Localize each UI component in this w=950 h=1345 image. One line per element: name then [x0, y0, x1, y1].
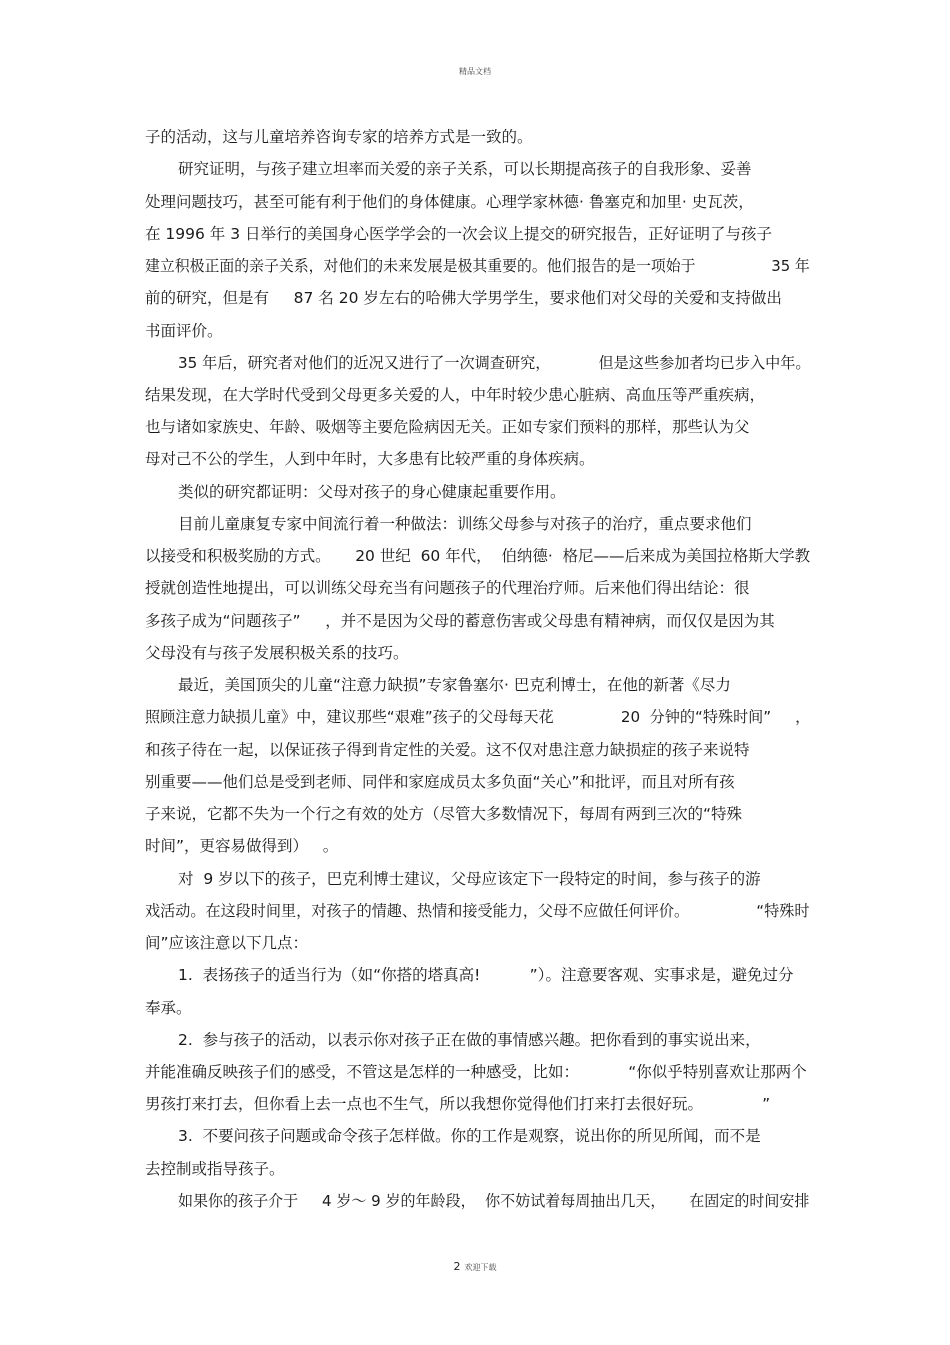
- text-line: 以接受和积极奖励的方式。 20 世纪 60 年代， 伯纳德· 格尼——后来成为美国拉格斯大学教: [145, 547, 811, 565]
- text-line: 最近，美国顶尖的儿童“注意力缺损”专家鲁塞尔· 巴克利博士，在他的新著《尽力: [178, 676, 731, 694]
- text-line: 授就创造性地提出，可以训练父母充当有问题孩子的代理治疗师。后来他们得出结论：很: [145, 579, 750, 597]
- page-header: [0, 66, 950, 77]
- text-line: 和孩子待在一起，以保证孩子得到肯定性的关爱。这不仅对患注意力缺损症的孩子来说特: [145, 741, 750, 759]
- page-footer: [0, 1260, 950, 1273]
- page-number: 2: [453, 1260, 461, 1273]
- text-line: 别重要——他们总是受到老师、同伴和家庭成员太多负面“关心”和批评，而且对所有孩: [145, 773, 735, 791]
- text-line: 男孩打来打去，但你看上去一点也不生气，所以我想你觉得他们打来打去很好玩。 ”: [145, 1095, 771, 1113]
- text-line: 戏活动。在这段时间里，对孩子的情趣、热情和接受能力，父母不应做任何评价。 “特殊时: [145, 902, 810, 920]
- text-line: 类似的研究都证明：父母对孩子的身心健康起重要作用。: [178, 483, 566, 501]
- text-line: 父母没有与孩子发展积极关系的技巧。: [145, 644, 409, 662]
- text-line: 建立积极正面的亲子关系，对他们的未来发展是极其重要的。他们报告的是一项始于 35 年: [145, 257, 810, 275]
- text-line: 前的研究，但是有 87 名 20 岁左右的哈佛大学男学生，要求他们对父母的关爱和支持做出: [145, 289, 782, 307]
- text-line: 处理问题技巧，甚至可能有利于他们的身体健康。心理学家林德· 鲁塞克和加里· 史瓦茨，: [145, 193, 754, 211]
- text-line: 2. 参与孩子的活动，以表示你对孩子正在做的事情感兴趣。把你看到的事实说出来，: [178, 1031, 761, 1049]
- text-line: 对 9 岁以下的孩子，巴克利博士建议，父母应该定下一段特定的时间，参与孩子的游: [178, 870, 761, 888]
- text-line: 照顾注意力缺损儿童》中，建议那些“艰难”孩子的父母每天花 20 分钟的“特殊时间” ，: [145, 708, 811, 726]
- text-line: 母对己不公的学生，人到中年时，大多患有比较严重的身体疾病。: [145, 450, 595, 468]
- text-line: 目前儿童康复专家中间流行着一种做法：训练父母参与对孩子的治疗，重点要求他们: [178, 515, 752, 533]
- text-line: 结果发现，在大学时代受到父母更多关爱的人，中年时较少患心脏病、高血压等严重疾病，: [145, 386, 766, 404]
- text-line: 如果你的孩子介于 4 岁～ 9 岁的年龄段， 你不妨试着每周抽出几天， 在固定的时间安排: [178, 1192, 810, 1210]
- text-line: 子来说，它都不失为一个行之有效的处方（尽管大多数情况下，每周有两到三次的“特殊: [145, 805, 743, 823]
- text-line: 1. 表扬孩子的适当行为（如“你搭的塔真高! ”）。注意要客观、实事求是，避免过分: [178, 966, 794, 984]
- text-line: 也与诸如家族史、年龄、吸烟等主要危险病因无关。正如专家们预料的那样，那些认为父: [145, 418, 750, 436]
- text-line: 子的活动，这与儿童培养咨询专家的培养方式是一致的。: [145, 128, 533, 146]
- text-line: 在 1996 年 3 日举行的美国身心医学学会的一次会议上提交的研究报告，正好证明了与孩子: [145, 225, 773, 243]
- text-line: 奉承。: [145, 999, 192, 1017]
- text-line: 间”应该注意以下几点：: [145, 934, 309, 952]
- text-line: 书面评价。: [145, 322, 223, 340]
- text-line: 时间”，更容易做得到） 。: [145, 837, 339, 855]
- footer-note: 欢迎下载: [464, 1263, 497, 1272]
- text-line: 3. 不要问孩子问题或命令孩子怎样做。你的工作是观察，说出你的所见所闻，而不是: [178, 1127, 761, 1145]
- text-line: 研究证明，与孩子建立坦率而关爱的亲子关系，可以长期提高孩子的自我形象、妥善: [178, 160, 752, 178]
- text-line: 35 年后，研究者对他们的近况又进行了一次调查研究， 但是这些参加者均已步入中年。: [178, 354, 811, 372]
- header-title: 精品文档: [459, 67, 491, 76]
- text-line: 并能准确反映孩子们的感受，不管这是怎样的一种感受，比如： “你似乎特别喜欢让那两个: [145, 1063, 807, 1081]
- text-line: 去控制或指导孩子。: [145, 1160, 285, 1178]
- text-line: 多孩子成为“问题孩子” ，并不是因为父母的蓄意伤害或父母患有精神病，而仅仅是因为其: [145, 612, 775, 630]
